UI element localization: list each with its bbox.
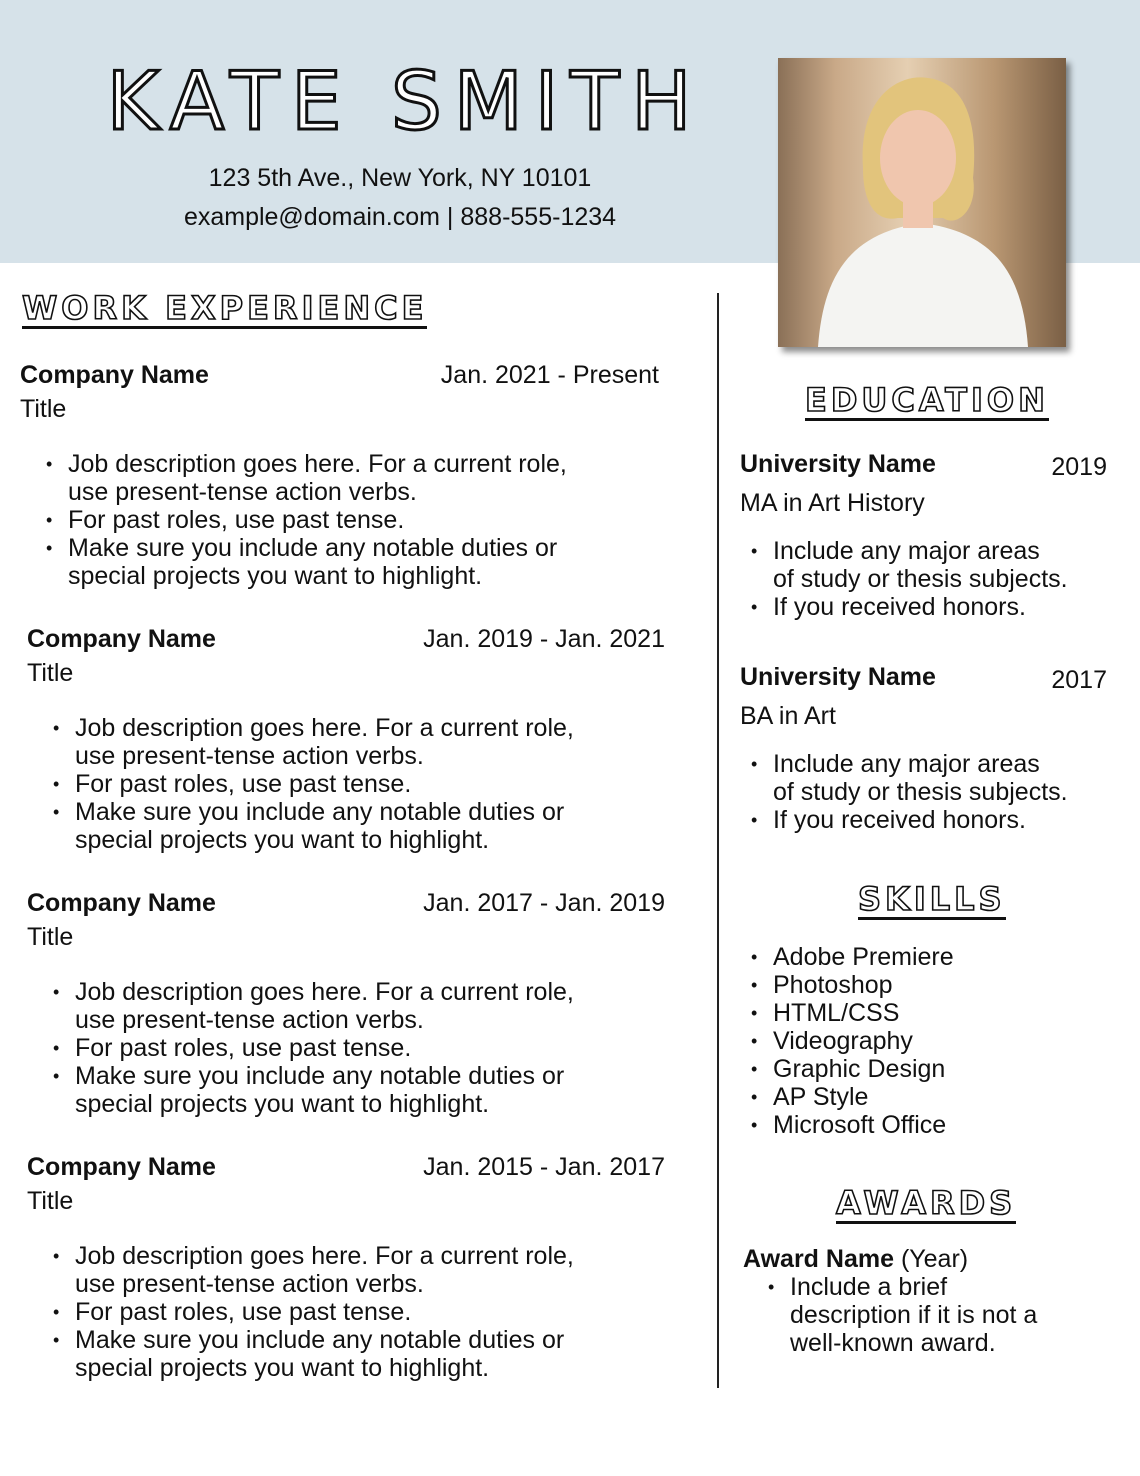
skill-item: • AP Style [773, 1083, 954, 1111]
job-dates: Jan. 2019 - Jan. 2021 [423, 625, 665, 653]
list-item [68, 506, 567, 534]
job-dates: Jan. 2017 - Jan. 2019 [423, 889, 665, 917]
job-title: Title [27, 1187, 74, 1215]
list-item [75, 1242, 574, 1298]
job-dates: Jan. 2015 - Jan. 2017 [423, 1153, 665, 1181]
list-item [790, 1273, 1037, 1357]
list-item-line: • Job description goes here. For a current role, [75, 1242, 574, 1270]
degree: BA in Art [740, 702, 836, 730]
list-item-line: • Include a brief [790, 1273, 948, 1301]
list-item-line: special projects you want to highlight. [68, 562, 483, 590]
list-item-line: • Job description goes here. For a current role, [68, 450, 567, 478]
company-name: Company Name [27, 889, 216, 917]
list-item [75, 1326, 574, 1382]
company-name: Company Name [20, 361, 209, 389]
list-item-line: use present-tense action verbs. [68, 478, 417, 506]
list-item [75, 1034, 574, 1062]
skills-heading: SKILLS [858, 880, 1006, 918]
degree: MA in Art History [740, 489, 925, 517]
skill-item: • Microsoft Office [773, 1111, 954, 1139]
job-bullets [75, 714, 574, 854]
list-item-line: • Include any major areas [773, 537, 1040, 565]
job-title: Title [27, 923, 74, 951]
education-bullets [773, 537, 1068, 621]
list-item [773, 806, 1068, 834]
job-dates: Jan. 2021 - Present [440, 361, 659, 389]
list-item-line: use present-tense action verbs. [75, 742, 424, 770]
list-item [773, 593, 1068, 621]
company-name: Company Name [27, 1153, 216, 1181]
list-item-line: special projects you want to highlight. [75, 1354, 490, 1382]
contact-info: example@domain.com | 888-555-1234 [183, 203, 617, 231]
university-name: University Name [740, 663, 936, 691]
skill-item: • Adobe Premiere [773, 943, 954, 971]
list-item-line: • Make sure you include any notable duties or [75, 1062, 565, 1090]
job-bullets [75, 1242, 574, 1382]
work-experience-heading: WORK EXPERIENCE [22, 289, 428, 327]
list-item-line: well-known award. [790, 1329, 996, 1357]
list-item-line: • Include any major areas [773, 750, 1040, 778]
company-name: Company Name [27, 625, 216, 653]
list-item-line: of study or thesis subjects. [773, 565, 1068, 593]
list-item [75, 714, 574, 770]
job-bullets [75, 978, 574, 1118]
skill-item: • Graphic Design [773, 1055, 954, 1083]
list-item-line: special projects you want to highlight. [75, 1090, 490, 1118]
award-year: (Year) [900, 1245, 969, 1273]
job-bullets [68, 450, 567, 590]
award-bullets [790, 1273, 1037, 1357]
list-item-line: use present-tense action verbs. [75, 1006, 424, 1034]
list-item-line: of study or thesis subjects. [773, 778, 1068, 806]
list-item-line: • Make sure you include any notable duties or [75, 798, 565, 826]
list-item-line: • If you received honors. [773, 806, 1026, 834]
award-entry [743, 1245, 968, 1273]
awards-heading: AWARDS [836, 1184, 1017, 1222]
award-name: Award Name [743, 1245, 894, 1273]
list-item [75, 978, 574, 1034]
list-item-line: • For past roles, use past tense. [75, 770, 412, 798]
list-item-line: • Make sure you include any notable duties or [68, 534, 558, 562]
list-item-line: • Make sure you include any notable duties or [75, 1326, 565, 1354]
list-item-line: • For past roles, use past tense. [68, 506, 405, 534]
skill-item: • HTML/CSS [773, 999, 954, 1027]
list-item-line: • For past roles, use past tense. [75, 1034, 412, 1062]
profile-photo [778, 58, 1066, 347]
list-item [75, 1298, 574, 1326]
list-item-line: description if it is not a [790, 1301, 1038, 1329]
skill-item: • Videography [773, 1027, 954, 1055]
graduation-year: 2017 [1051, 666, 1107, 694]
list-item [773, 537, 1068, 593]
list-item [68, 450, 567, 506]
list-item-line: • Job description goes here. For a current role, [75, 714, 574, 742]
list-item-line: special projects you want to highlight. [75, 826, 490, 854]
job-title: Title [20, 395, 67, 423]
list-item [75, 798, 574, 854]
graduation-year: 2019 [1051, 453, 1107, 481]
education-bullets [773, 750, 1068, 834]
column-divider [717, 293, 719, 1388]
list-item [68, 534, 567, 590]
list-item-line: • If you received honors. [773, 593, 1026, 621]
job-title: Title [27, 659, 74, 687]
address: 123 5th Ave., New York, NY 10101 [208, 164, 592, 192]
university-name: University Name [740, 450, 936, 478]
list-item-line: • Job description goes here. For a current role, [75, 978, 574, 1006]
candidate-name: KATE SMITH [106, 55, 704, 148]
list-item-line: • For past roles, use past tense. [75, 1298, 412, 1326]
list-item [75, 770, 574, 798]
list-item [75, 1062, 574, 1118]
skills-list [773, 943, 954, 1139]
list-item [773, 750, 1068, 806]
education-heading: EDUCATION [805, 381, 1049, 419]
list-item-line: use present-tense action verbs. [75, 1270, 424, 1298]
skill-item: • Photoshop [773, 971, 954, 999]
